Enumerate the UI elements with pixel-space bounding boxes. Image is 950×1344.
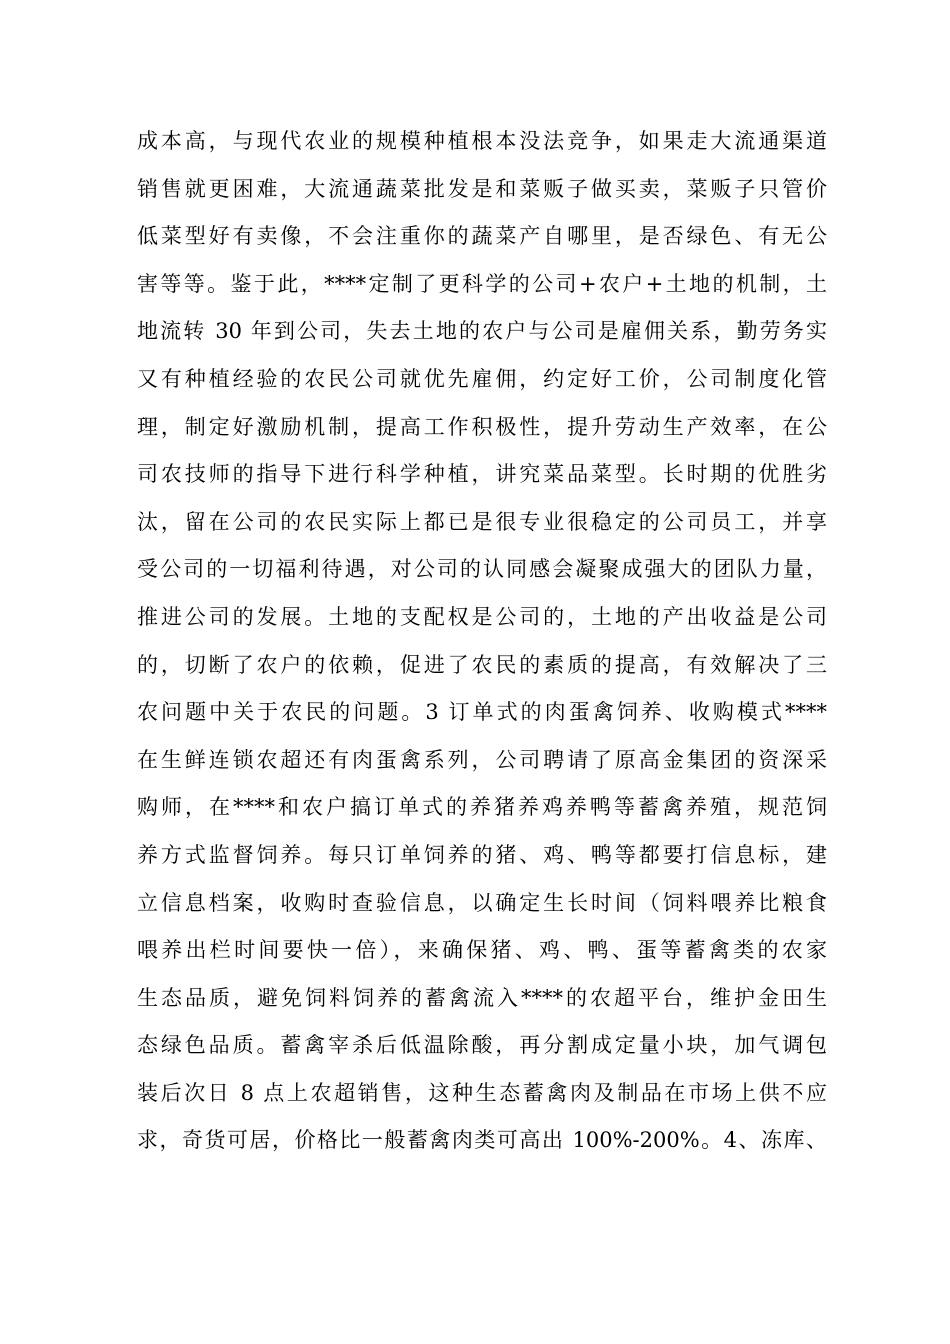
text-line: 喂养出栏时间要快一倍），来确保猪、鸡、鸭、蛋等蓄禽类的农家 [137,938,827,963]
text-line: 汰，留在公司的农民实际上都已是很专业很稳定的公司员工，并享 [137,509,827,534]
text-line: 受公司的一切福利待遇，对公司的认同感会凝聚成强大的团队力量， [137,557,827,582]
text-line: 立信息档案，收购时查验信息，以确定生长时间（饲料喂养比粮食 [137,890,827,915]
text-line: 在生鲜连锁农超还有肉蛋禽系列，公司聘请了原高金集团的资深采 [137,747,827,772]
body-text [137,118,827,1165]
text-line: 的，切断了农户的依赖，促进了农民的素质的提高，有效解决了三 [137,652,827,677]
text-line: 求，奇货可居，价格比一般蓄禽肉类可高出 100%-200%。4、冻库、 [137,1128,827,1153]
text-line: 地流转 30 年到公司，失去土地的农户与公司是雇佣关系，勤劳务实 [137,319,827,344]
text-line: 成本高，与现代农业的规模种植根本没法竞争，如果走大流通渠道 [137,129,827,153]
text-line: 推进公司的发展。土地的支配权是公司的，土地的产出收益是公司 [137,604,827,629]
text-line: 购师，在****和农户搞订单式的养猪养鸡养鸭等蓄禽养殖，规范饲 [137,795,827,820]
text-line: 态绿色品质。蓄禽宰杀后低温除酸，再分割成定量小块，加气调包 [137,1033,827,1058]
text-line: 装后次日 8 点上农超销售，这种生态蓄禽肉及制品在市场上供不应 [137,1080,827,1105]
text-line: 销售就更困难，大流通蔬菜批发是和菜贩子做买卖，菜贩子只管价 [137,176,827,201]
text-line: 理，制定好激励机制，提高工作积极性，提升劳动生产效率，在公 [137,414,827,439]
text-line: 司农技师的指导下进行科学种植，讲究菜品菜型。长时期的优胜劣 [137,462,827,487]
text-line: 又有种植经验的农民公司就优先雇佣，约定好工价，公司制度化管 [137,366,827,391]
text-line: 害等等。鉴于此，****定制了更科学的公司+农户+土地的机制，土 [137,271,827,296]
text-line: 养方式监督饲养。每只订单饲养的猪、鸡、鸭等都要打信息标，建 [137,842,827,867]
text-line: 低菜型好有卖像，不会注重你的蔬菜产自哪里，是否绿色、有无公 [137,224,827,249]
text-line: 生态品质，避免饲料饲养的蓄禽流入****的农超平台，维护金田生 [137,985,827,1010]
text-line: 农问题中关于农民的问题。3 订单式的肉蛋禽饲养、收购模式**** [137,700,827,725]
